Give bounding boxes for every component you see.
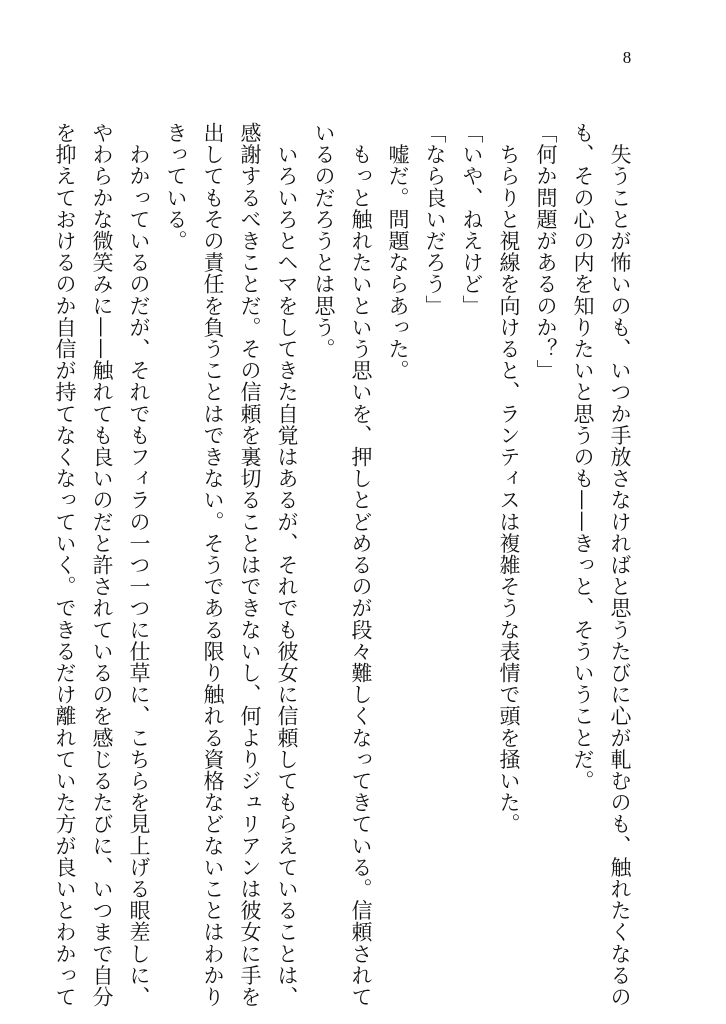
text-line: 失うことが怖いのも、いつか手放さなければと思うたびに心が軋むのも、触れたくなるの <box>608 122 632 1008</box>
text-line: やわらかな微笑みに——触れても良いのだと許されているのを感じるたびに、いつまで自分 <box>90 122 114 1008</box>
text-line: きっている。 <box>164 122 188 252</box>
text-line: 「なら良いだろう」 <box>423 122 447 317</box>
text-line: を抑えておけるのか自信が持てなくなっていく。できるだけ離れていた方が良いとわかって <box>53 122 77 1008</box>
text-line: 出してもその責任を負うことはできない。そうである限り触れる資格などないことはわかり <box>201 122 225 1008</box>
text-line: ちらりと視線を向けると、ランティスは複雑そうな表情で頭を掻いた。 <box>497 122 521 835</box>
text-line: 嘘だ。問題ならあった。 <box>386 122 410 382</box>
text-line: いるのだろうとは思う。 <box>312 122 336 360</box>
text-line: 感謝するべきことだ。その信頼を裏切ることはできないし、何よりジュリアンは彼女に手を <box>238 122 262 1008</box>
text-line: 「何か問題があるのか？」 <box>534 122 558 382</box>
text-line: わかっているのだが、それでもフィラの一つ一つに仕草に、こちらを見上げる眼差しに、 <box>127 122 151 1008</box>
text-line: いろいろとヘマをしてきた自覚はあるが、それでも彼女に信頼してもらえていることは、 <box>275 122 299 1008</box>
page-number: 8 <box>622 48 632 67</box>
text-line: も、その心の内を知りたいと思うのも——きっと、そういうことだ。 <box>571 122 595 792</box>
text-line: もっと触れたいという思いを、押しとどめるのが段々難しくなってきている。信頼されて <box>349 122 373 1008</box>
text-line: 「いや、ねえけど」 <box>460 122 484 317</box>
vertical-body-text <box>46 122 638 1008</box>
